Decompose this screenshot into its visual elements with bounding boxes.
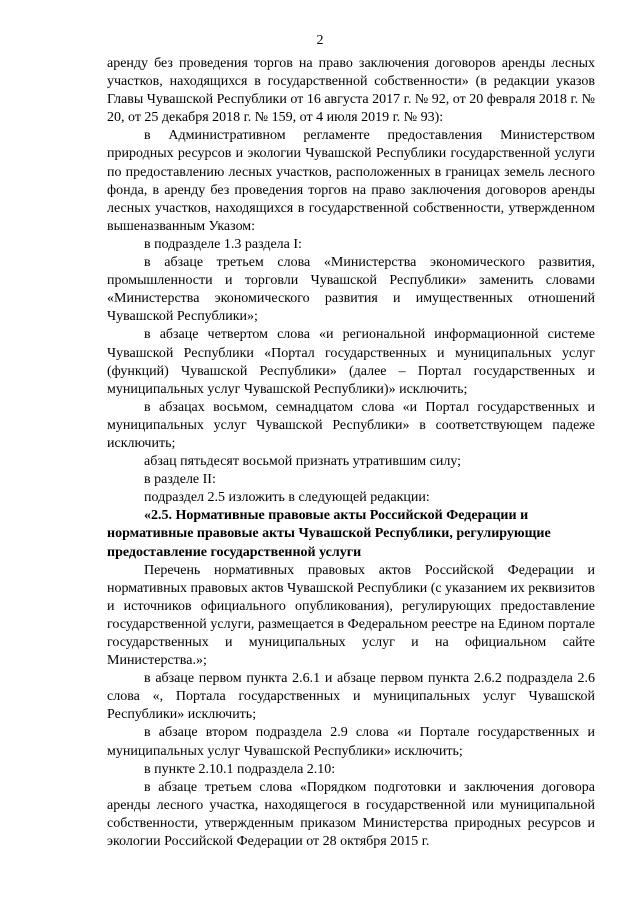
- paragraph: аренду без проведения торгов на право заключения договоров аренды лесных участков, находящихся в государственной собственности» (в редакции указов Главы Чувашской Республики от 16 августа 2017 г. № 92, от 20 февраля 2018 г. № 20, от 25 декабря 2018 г. № 159, от 4 июля 2019 г. № 93):: [107, 56, 595, 126]
- paragraph: в абзаце первом пункта 2.6.1 и абзаце первом пункта 2.6.2 подраздела 2.6 слова «, Портала государственных и муниципальных услуг Чувашской Республики» исключить;: [107, 671, 595, 723]
- paragraph: в разделе II:: [144, 472, 216, 488]
- paragraph: подраздел 2.5 изложить в следующей редакции:: [144, 490, 430, 506]
- paragraph: в абзаце третьем слова «Министерства экономического развития, промышленности и торговли Чувашской Республики» заменить словами «Министерства экономического развития и имущественных отношений Чувашской Республики»;: [107, 255, 595, 325]
- paragraph: «2.5. Нормативные правовые акты Российской Федерации и нормативные правовые акты Чувашской Республики, регулирующие предоставление государственной услуги: [107, 508, 551, 560]
- paragraph: в абзаце третьем слова «Порядком подготовки и заключения договора аренды лесного участка, находящегося в государственной или муниципальной собственности, утвержденным приказом Министерства природных ресурсов и экологии Российской Федерации от 28 октября 2015 г.: [107, 779, 595, 850]
- paragraph: в абзацах восьмом, семнадцатом слова «и Портал государственных и муниципальных услуг Чувашской Республики» в соответствующем падеже исключить;: [107, 399, 595, 451]
- paragraph: абзац пятьдесят восьмой признать утратившим силу;: [144, 454, 462, 470]
- paragraph: в абзаце втором подраздела 2.9 слова «и Портале государственных и муниципальных услуг Чувашской Республики» исключить;: [107, 725, 595, 759]
- document-body: [107, 55, 595, 851]
- paragraph: в подразделе 1.3 раздела I:: [144, 236, 302, 252]
- paragraph: в пункте 2.10.1 подраздела 2.10:: [144, 761, 336, 777]
- page-number: 2: [316, 33, 324, 48]
- paragraph: Перечень нормативных правовых актов Российской Федерации и нормативных правовых актов Чувашской Республики (с указанием их реквизитов и источников официального опубликования), регулирующих предоставление государственной услуги, размещается в Федеральном реестре на Едином портале государственных и муниципальных услуг и на официальном сайте Министерства.»;: [107, 562, 595, 669]
- paragraph: в абзаце четвертом слова «и региональной информационной системе Чувашской Республики «Портал государственных и муниципальных услуг (функций) Чувашской Республики» (далее – Портал государственных и муниципальных услуг Чувашской Республики)» исключить;: [107, 327, 595, 397]
- paragraph: в Административном регламенте предоставления Министерством природных ресурсов и экологии Чувашской Республики государственной услуги по предоставлению лесных участков, расположенных в границах земель лесного фонда, в аренду без проведения торгов на право заключения договоров аренды лесных участков, находящихся в государственной собственности, утвержденном вышеназванным Указом:: [107, 128, 595, 234]
